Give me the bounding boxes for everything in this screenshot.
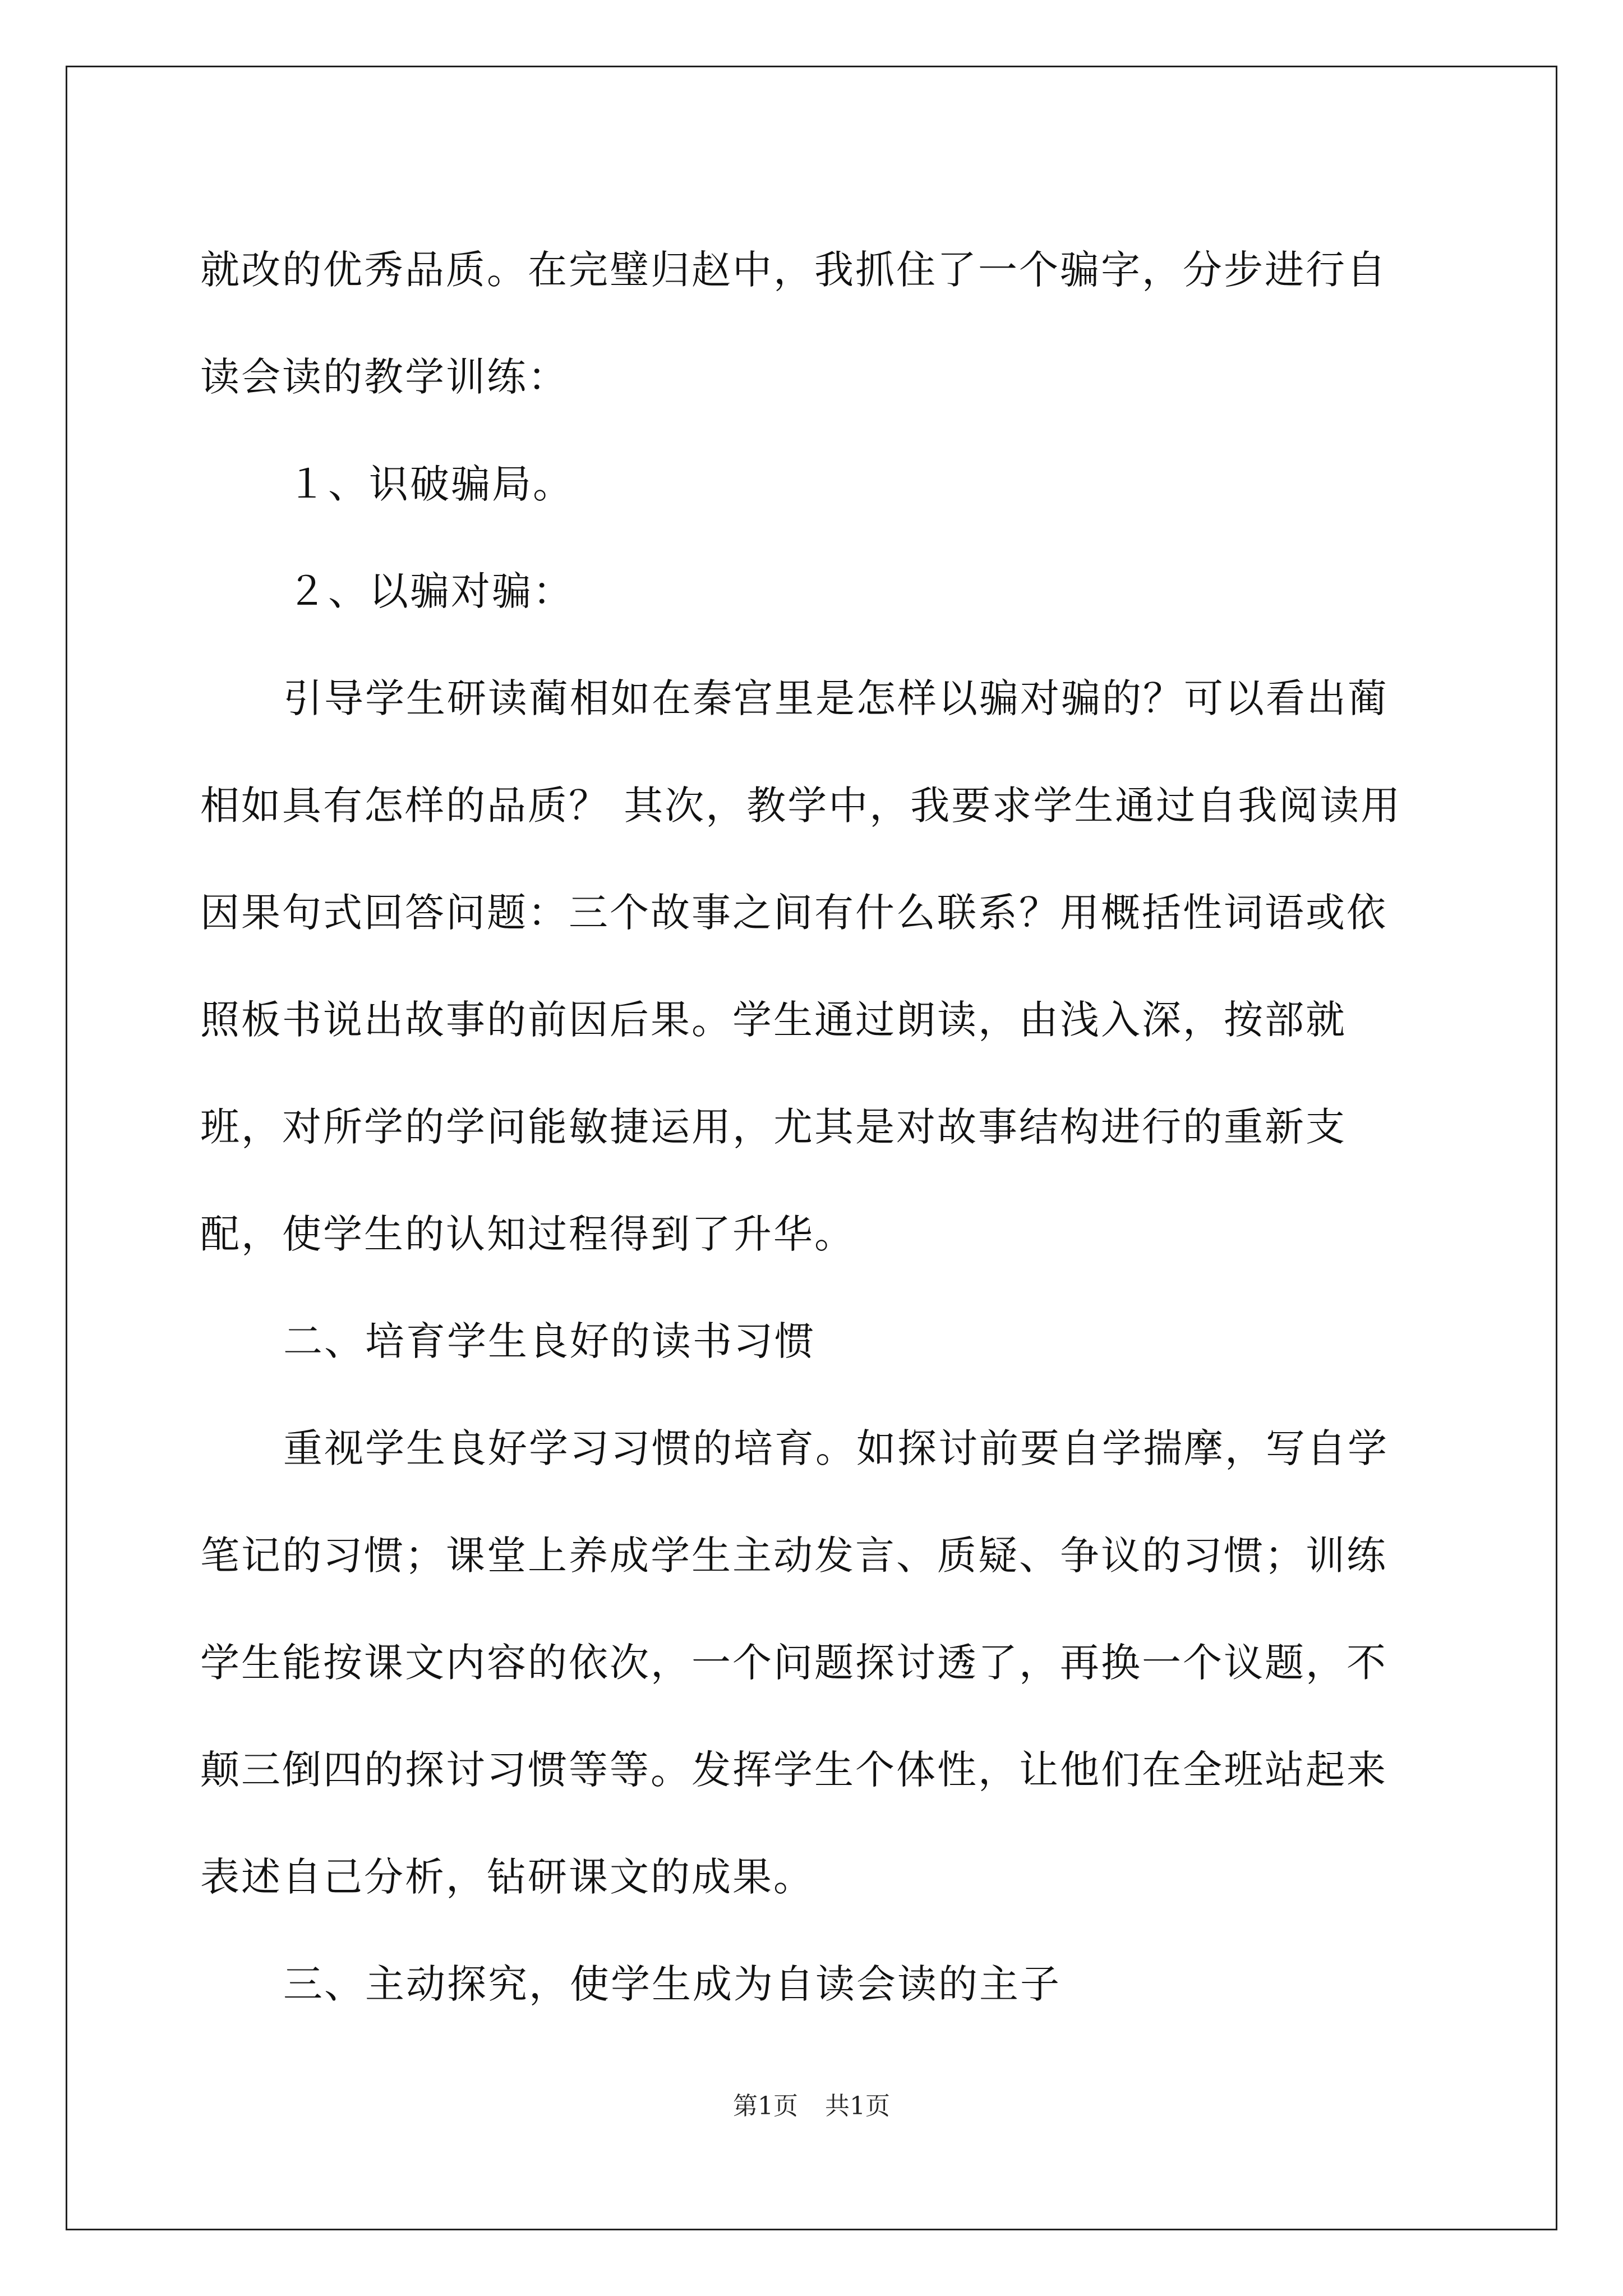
paragraph-habits: 重视学生良好学习习惯的培育。如探讨前要自学揣摩，写自学笔记的习惯；课堂上养成学生主动发言、质疑、争议的习惯；训练学生能按课文内容的依次，一个问题探讨透了，再换一个议题，不颠三倒四的探讨习惯等等。发挥学生个体性，让他们在全班站起来表述自己分析，钻研课文的成果。 bbox=[200, 1425, 1389, 1900]
page-footer bbox=[0, 2090, 1623, 2123]
section-heading-2: 二、培育学生良好的读书习惯 bbox=[283, 1318, 815, 1364]
paragraph-guidance: 引导学生研读蔺相如在秦宫里是怎样以骗对骗的？可以看出蔺相如具有怎样的品质？ 其次，教学中，我要求学生通过自我阅读用因果句式回答问题：三个故事之间有什么联系？用概括性词语或依照板书说出故事的前因后果。学生通过朗读，由浅入深，按部就班，对所学的学问能敏捷运用，尤其是对故事结构进行的重新支配，使学生的认知过程得到了升华。 bbox=[200, 675, 1402, 1257]
list-item-1: １、识破骗局。 bbox=[287, 461, 574, 507]
page-total: 共1页 bbox=[825, 2092, 890, 2120]
section-heading-3: 三、主动探究，使学生成为自读会读的主子 bbox=[283, 1961, 1061, 2007]
list-item-2: ２、以骗对骗： bbox=[287, 568, 574, 614]
document-body bbox=[200, 217, 1423, 2038]
page-number: 第1页 bbox=[733, 2092, 798, 2120]
paragraph-continuation: 就改的优秀品质。在完璧归赵中，我抓住了一个骗字，分步进行自读会读的教学训练： bbox=[200, 247, 1387, 400]
